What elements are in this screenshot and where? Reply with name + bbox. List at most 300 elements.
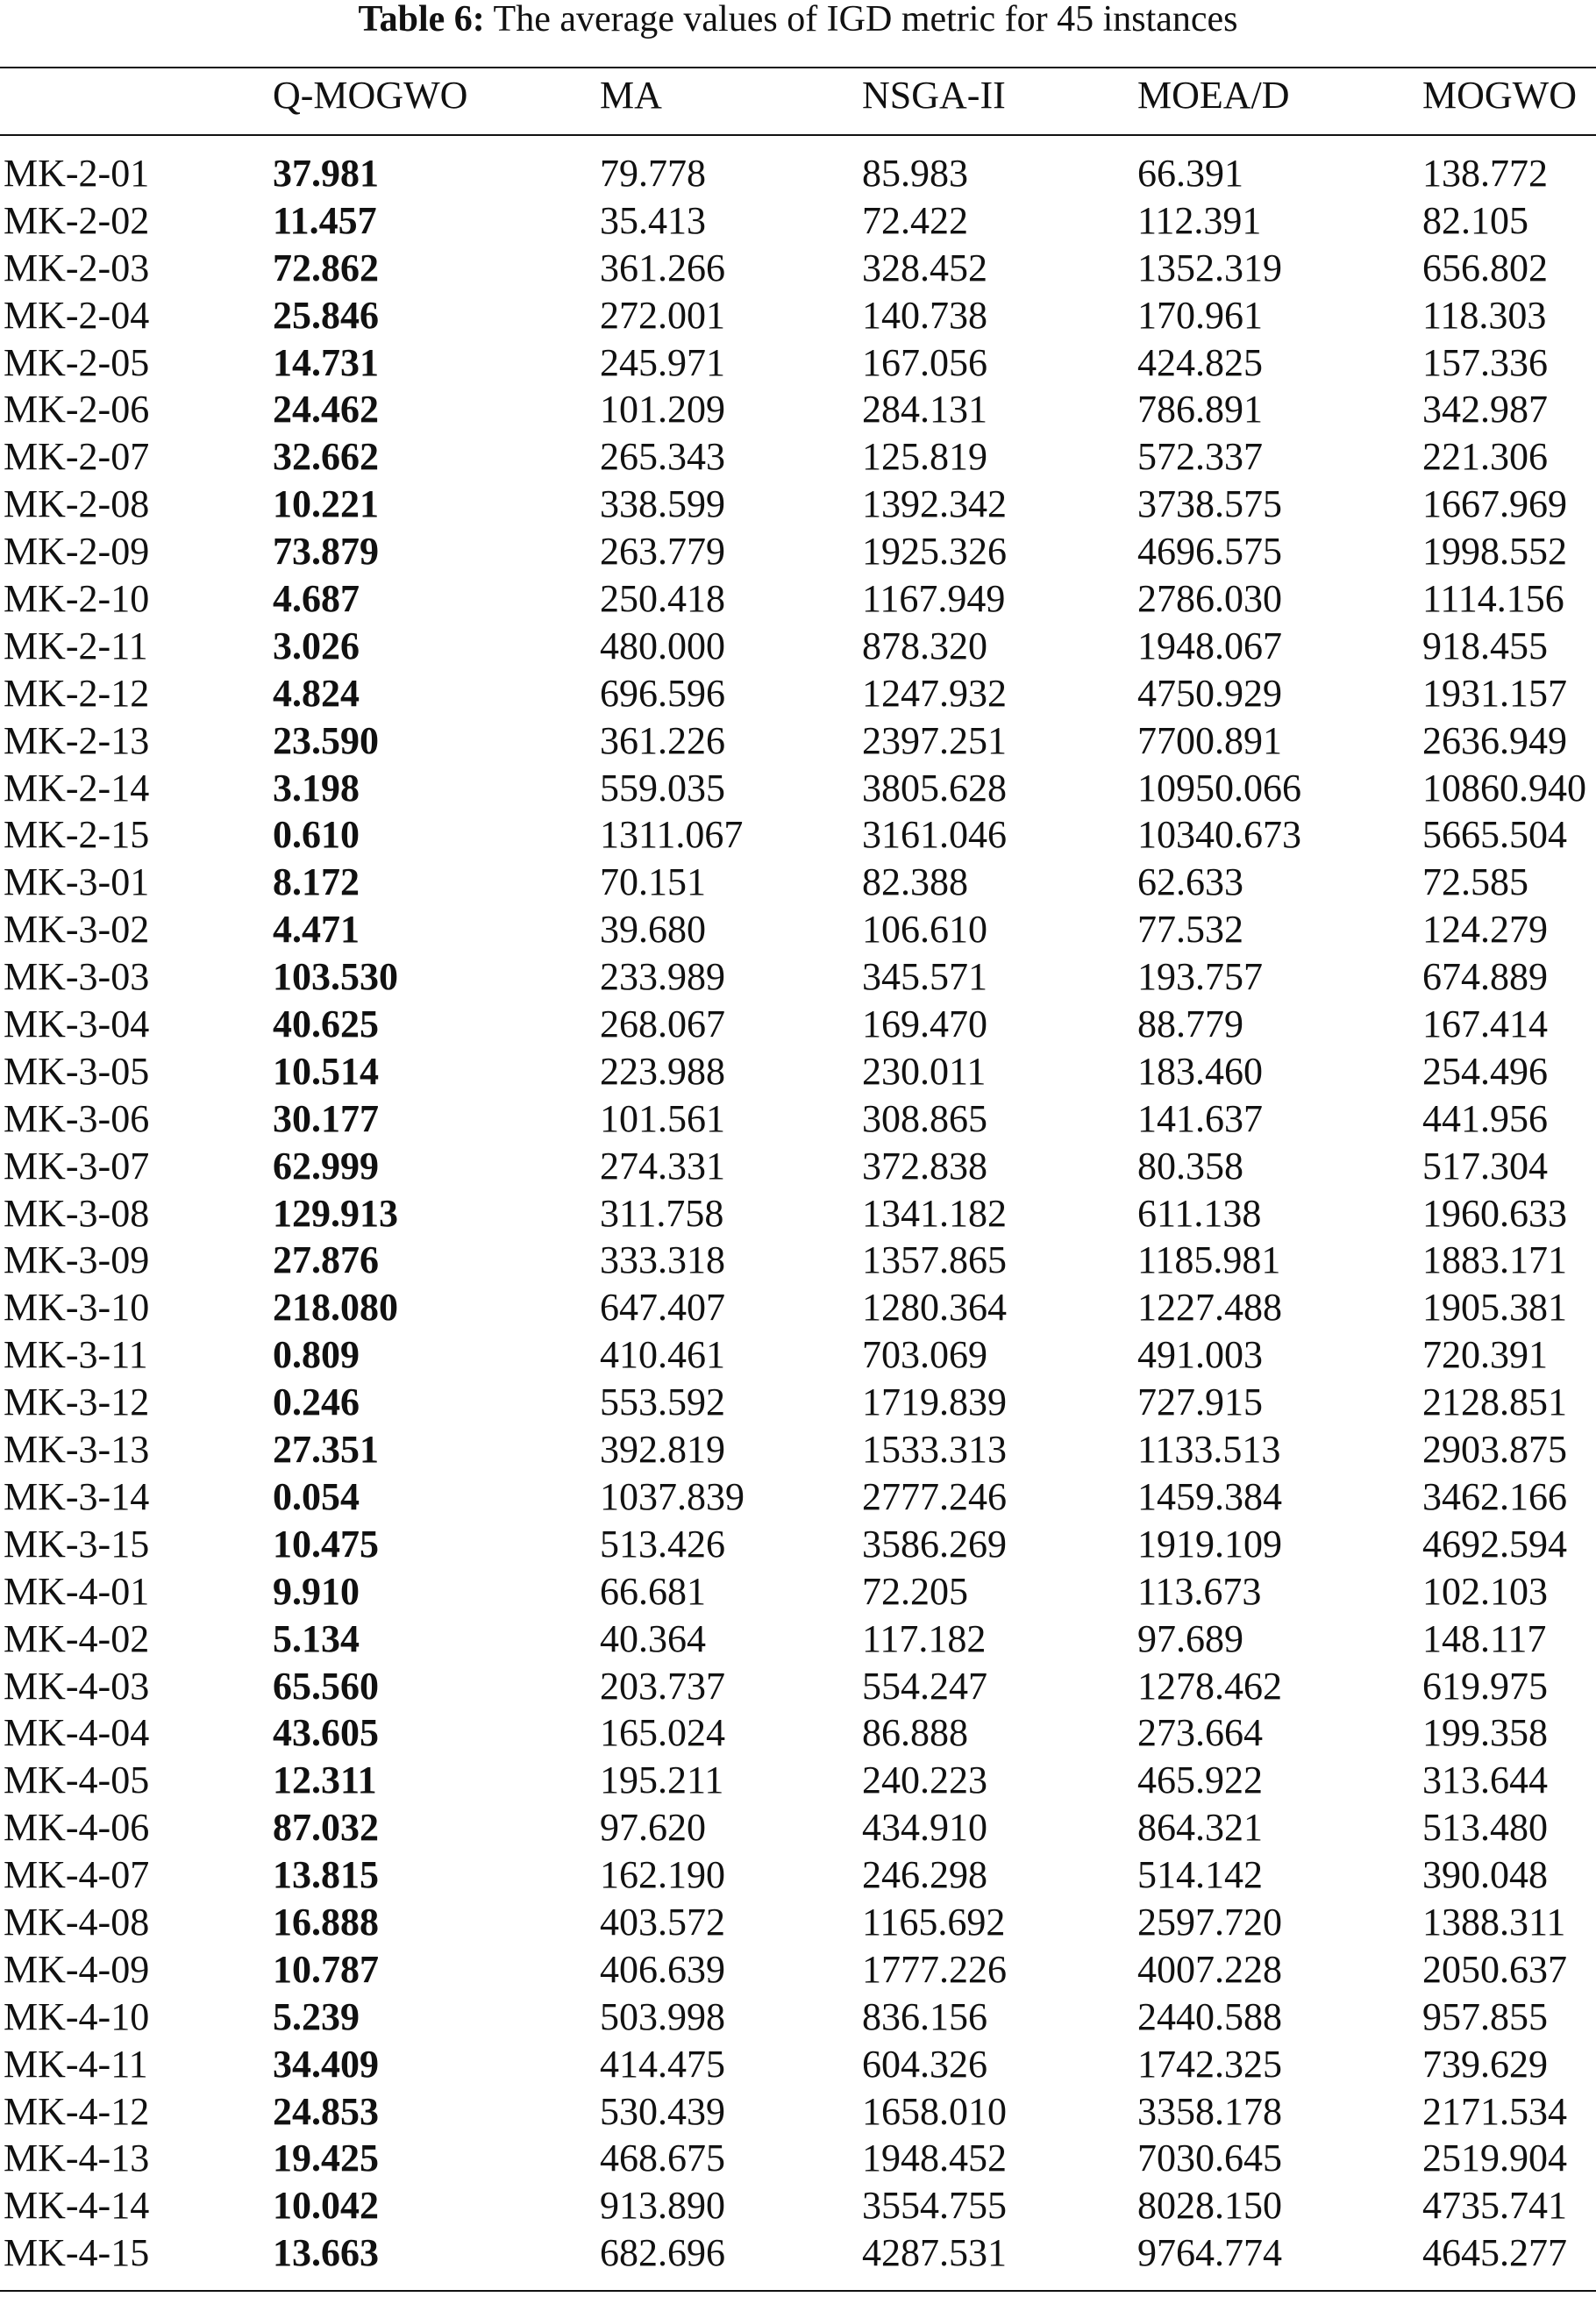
table-row — [0, 433, 1596, 481]
cell-mogwo: 5665.504 — [1422, 813, 1567, 857]
cell-q-mogwo: 10.042 — [273, 2184, 379, 2228]
cell-q-mogwo: 32.662 — [273, 435, 379, 479]
table-row — [0, 245, 1596, 292]
cell-moea-d: 66.391 — [1137, 152, 1243, 195]
cell-mogwo: 2903.875 — [1422, 1428, 1567, 1472]
cell-nsga-ii: 1777.226 — [862, 1947, 1007, 1991]
header-q-mogwo: Q-MOGWO — [273, 74, 468, 117]
cell-instance: MK-4-05 — [4, 1758, 150, 1802]
cell-nsga-ii: 167.056 — [862, 340, 987, 384]
cell-moea-d: 491.003 — [1137, 1333, 1263, 1377]
cell-q-mogwo: 103.530 — [273, 955, 398, 999]
table-row — [0, 1190, 1596, 1238]
cell-ma: 392.819 — [600, 1428, 725, 1472]
cell-nsga-ii: 284.131 — [862, 388, 987, 432]
cell-moea-d: 1278.462 — [1137, 1664, 1282, 1708]
cell-ma: 274.331 — [600, 1144, 725, 1188]
cell-instance: MK-3-08 — [4, 1191, 150, 1235]
cell-instance: MK-4-15 — [4, 2231, 150, 2275]
cell-moea-d: 3358.178 — [1137, 2089, 1282, 2133]
cell-instance: MK-2-03 — [4, 246, 150, 289]
table-row — [0, 1616, 1596, 1663]
table-row — [0, 1473, 1596, 1521]
cell-ma: 66.681 — [600, 1569, 706, 1613]
cell-instance: MK-4-12 — [4, 2089, 150, 2133]
cell-moea-d: 514.142 — [1137, 1853, 1263, 1897]
cell-nsga-ii: 3554.755 — [862, 2184, 1007, 2228]
cell-moea-d: 1227.488 — [1137, 1286, 1282, 1330]
table-row — [0, 2182, 1596, 2229]
cell-q-mogwo: 10.221 — [273, 482, 379, 526]
cell-moea-d: 2440.588 — [1137, 1994, 1282, 2038]
table-row — [0, 292, 1596, 339]
cell-moea-d: 1919.109 — [1137, 1522, 1282, 1566]
table-row — [0, 339, 1596, 387]
table-body — [0, 150, 1596, 2277]
cell-mogwo: 2519.904 — [1422, 2136, 1567, 2180]
cell-instance: MK-4-11 — [4, 2042, 148, 2086]
table-row — [0, 2041, 1596, 2088]
cell-moea-d: 465.922 — [1137, 1758, 1263, 1802]
cell-nsga-ii: 1280.364 — [862, 1286, 1007, 1330]
cell-moea-d: 10950.066 — [1137, 766, 1301, 810]
cell-mogwo: 517.304 — [1422, 1144, 1548, 1188]
cell-instance: MK-3-09 — [4, 1238, 150, 1282]
cell-instance: MK-3-06 — [4, 1096, 150, 1140]
cell-instance: MK-2-07 — [4, 435, 150, 479]
cell-ma: 913.890 — [600, 2184, 725, 2228]
cell-nsga-ii: 328.452 — [862, 246, 987, 289]
cell-nsga-ii: 117.182 — [862, 1616, 987, 1660]
cell-nsga-ii: 604.326 — [862, 2042, 987, 2086]
cell-ma: 480.000 — [600, 624, 725, 667]
cell-nsga-ii: 554.247 — [862, 1664, 987, 1708]
cell-q-mogwo: 65.560 — [273, 1664, 379, 1708]
header-nsga-ii: NSGA-II — [862, 74, 1006, 117]
cell-mogwo: 918.455 — [1422, 624, 1548, 667]
cell-mogwo: 254.496 — [1422, 1049, 1548, 1093]
cell-mogwo: 2128.851 — [1422, 1380, 1567, 1424]
cell-q-mogwo: 40.625 — [273, 1002, 379, 1046]
cell-q-mogwo: 27.351 — [273, 1428, 379, 1472]
cell-moea-d: 1352.319 — [1137, 246, 1282, 289]
table-row — [0, 623, 1596, 670]
cell-instance: MK-4-06 — [4, 1806, 150, 1850]
cell-nsga-ii: 1165.692 — [862, 1900, 1006, 1944]
cell-q-mogwo: 37.981 — [273, 152, 379, 195]
cell-nsga-ii: 1247.932 — [862, 671, 1007, 715]
cell-nsga-ii: 230.011 — [862, 1049, 987, 1093]
table-row — [0, 1946, 1596, 1994]
cell-nsga-ii: 434.910 — [862, 1806, 987, 1850]
cell-instance: MK-4-13 — [4, 2136, 150, 2180]
cell-mogwo: 313.644 — [1422, 1758, 1548, 1802]
cell-instance: MK-4-10 — [4, 1994, 150, 2038]
cell-ma: 410.461 — [600, 1333, 725, 1377]
table-row — [0, 386, 1596, 433]
cell-ma: 195.211 — [600, 1758, 724, 1802]
cell-mogwo: 342.987 — [1422, 388, 1548, 432]
cell-instance: MK-4-03 — [4, 1664, 150, 1708]
cell-q-mogwo: 25.846 — [273, 293, 379, 337]
cell-nsga-ii: 1341.182 — [862, 1191, 1007, 1235]
cell-instance: MK-2-05 — [4, 340, 150, 384]
cell-nsga-ii: 1719.839 — [862, 1380, 1007, 1424]
cell-q-mogwo: 30.177 — [273, 1096, 379, 1140]
cell-nsga-ii: 372.838 — [862, 1144, 987, 1188]
cell-q-mogwo: 43.605 — [273, 1711, 379, 1755]
table-bottom-rule — [0, 2290, 1596, 2292]
cell-moea-d: 113.673 — [1137, 1569, 1262, 1613]
cell-ma: 403.572 — [600, 1900, 725, 1944]
cell-moea-d: 572.337 — [1137, 435, 1263, 479]
cell-q-mogwo: 27.876 — [273, 1238, 379, 1282]
cell-instance: MK-2-12 — [4, 671, 150, 715]
cell-ma: 406.639 — [600, 1947, 725, 1991]
cell-q-mogwo: 4.824 — [273, 671, 360, 715]
cell-mogwo: 720.391 — [1422, 1333, 1548, 1377]
cell-moea-d: 77.532 — [1137, 908, 1243, 952]
cell-instance: MK-2-13 — [4, 718, 150, 762]
cell-ma: 513.426 — [600, 1522, 725, 1566]
cell-mogwo: 4645.277 — [1422, 2231, 1567, 2275]
cell-q-mogwo: 24.462 — [273, 388, 379, 432]
table-row — [0, 1804, 1596, 1851]
table-row — [0, 1663, 1596, 1710]
cell-q-mogwo: 0.809 — [273, 1333, 360, 1377]
cell-moea-d: 786.891 — [1137, 388, 1263, 432]
cell-ma: 268.067 — [600, 1002, 725, 1046]
cell-q-mogwo: 13.663 — [273, 2231, 379, 2275]
cell-ma: 35.413 — [600, 198, 706, 242]
cell-q-mogwo: 23.590 — [273, 718, 379, 762]
cell-ma: 530.439 — [600, 2089, 725, 2133]
table-row — [0, 2088, 1596, 2136]
cell-ma: 338.599 — [600, 482, 725, 526]
cell-nsga-ii: 1533.313 — [862, 1428, 1007, 1472]
cell-nsga-ii: 2397.251 — [862, 718, 1007, 762]
cell-mogwo: 167.414 — [1422, 1002, 1548, 1046]
cell-moea-d: 864.321 — [1137, 1806, 1263, 1850]
cell-moea-d: 611.138 — [1137, 1191, 1262, 1235]
table-row — [0, 1568, 1596, 1616]
cell-mogwo: 148.117 — [1422, 1616, 1547, 1660]
cell-ma: 311.758 — [600, 1191, 724, 1235]
cell-moea-d: 7030.645 — [1137, 2136, 1282, 2180]
table-caption-label: Table 6: — [358, 0, 485, 39]
cell-q-mogwo: 10.514 — [273, 1049, 379, 1093]
cell-ma: 265.343 — [600, 435, 725, 479]
table-row — [0, 1048, 1596, 1095]
cell-ma: 272.001 — [600, 293, 725, 337]
cell-mogwo: 118.303 — [1422, 293, 1547, 337]
table-row — [0, 1521, 1596, 1568]
cell-q-mogwo: 9.910 — [273, 1569, 360, 1613]
cell-ma: 101.209 — [600, 388, 725, 432]
cell-moea-d: 88.779 — [1137, 1002, 1243, 1046]
cell-mogwo: 4692.594 — [1422, 1522, 1567, 1566]
cell-moea-d: 80.358 — [1137, 1144, 1243, 1188]
cell-ma: 162.190 — [600, 1853, 725, 1897]
cell-moea-d: 193.757 — [1137, 955, 1263, 999]
cell-nsga-ii: 125.819 — [862, 435, 987, 479]
cell-instance: MK-3-05 — [4, 1049, 150, 1093]
table-row — [0, 953, 1596, 1001]
cell-nsga-ii: 72.205 — [862, 1569, 968, 1613]
cell-moea-d: 1133.513 — [1137, 1428, 1281, 1472]
cell-moea-d: 183.460 — [1137, 1049, 1263, 1093]
cell-mogwo: 1931.157 — [1422, 671, 1567, 715]
cell-nsga-ii: 240.223 — [862, 1758, 987, 1802]
cell-q-mogwo: 0.246 — [273, 1380, 360, 1424]
cell-ma: 361.266 — [600, 246, 725, 289]
cell-q-mogwo: 10.787 — [273, 1947, 379, 1991]
table-row — [0, 528, 1596, 575]
cell-mogwo: 739.629 — [1422, 2042, 1548, 2086]
cell-nsga-ii: 3586.269 — [862, 1522, 1007, 1566]
cell-ma: 245.971 — [600, 340, 725, 384]
cell-ma: 79.778 — [600, 152, 706, 195]
cell-instance: MK-3-12 — [4, 1380, 150, 1424]
table-row — [0, 1757, 1596, 1804]
table-row — [0, 1284, 1596, 1331]
cell-mogwo: 2636.949 — [1422, 718, 1567, 762]
cell-nsga-ii: 1948.452 — [862, 2136, 1007, 2180]
cell-mogwo: 2171.534 — [1422, 2089, 1567, 2133]
cell-instance: MK-2-09 — [4, 530, 150, 574]
cell-q-mogwo: 129.913 — [273, 1191, 398, 1235]
cell-instance: MK-4-09 — [4, 1947, 150, 1991]
cell-ma: 1311.067 — [600, 813, 744, 857]
cell-mogwo: 674.889 — [1422, 955, 1548, 999]
cell-mogwo: 221.306 — [1422, 435, 1548, 479]
cell-moea-d: 3738.575 — [1137, 482, 1282, 526]
cell-ma: 263.779 — [600, 530, 725, 574]
cell-mogwo: 390.048 — [1422, 1853, 1548, 1897]
cell-instance: MK-2-06 — [4, 388, 150, 432]
cell-moea-d: 4007.228 — [1137, 1947, 1282, 1991]
cell-q-mogwo: 87.032 — [273, 1806, 379, 1850]
table-row — [0, 811, 1596, 859]
cell-mogwo: 1388.311 — [1422, 1900, 1566, 1944]
cell-ma: 553.592 — [600, 1380, 725, 1424]
table-row — [0, 1237, 1596, 1284]
table-row — [0, 1709, 1596, 1757]
cell-moea-d: 4696.575 — [1137, 530, 1282, 574]
cell-moea-d: 62.633 — [1137, 860, 1243, 904]
cell-moea-d: 2597.720 — [1137, 1900, 1282, 1944]
table-row — [0, 1851, 1596, 1899]
table-caption — [0, 0, 1596, 39]
table-row — [0, 2229, 1596, 2277]
cell-instance: MK-3-11 — [4, 1333, 148, 1377]
cell-moea-d: 424.825 — [1137, 340, 1263, 384]
cell-ma: 682.696 — [600, 2231, 725, 2275]
cell-nsga-ii: 1925.326 — [862, 530, 1007, 574]
cell-q-mogwo: 4.471 — [273, 908, 360, 952]
cell-q-mogwo: 218.080 — [273, 1286, 398, 1330]
cell-moea-d: 7700.891 — [1137, 718, 1282, 762]
cell-moea-d: 1948.067 — [1137, 624, 1282, 667]
cell-instance: MK-3-07 — [4, 1144, 150, 1188]
cell-ma: 250.418 — [600, 577, 725, 621]
cell-q-mogwo: 10.475 — [273, 1522, 379, 1566]
cell-moea-d: 141.637 — [1137, 1096, 1263, 1140]
cell-instance: MK-2-04 — [4, 293, 150, 337]
cell-instance: MK-3-14 — [4, 1474, 150, 1518]
table-row — [0, 717, 1596, 765]
cell-ma: 361.226 — [600, 718, 725, 762]
cell-ma: 1037.839 — [600, 1474, 745, 1518]
cell-q-mogwo: 19.425 — [273, 2136, 379, 2180]
cell-instance: MK-3-10 — [4, 1286, 150, 1330]
table-row — [0, 765, 1596, 812]
cell-nsga-ii: 4287.531 — [862, 2231, 1007, 2275]
cell-mogwo: 619.975 — [1422, 1664, 1548, 1708]
cell-instance: MK-2-14 — [4, 766, 150, 810]
cell-mogwo: 1114.156 — [1422, 577, 1564, 621]
cell-instance: MK-4-07 — [4, 1853, 150, 1897]
table-row — [0, 575, 1596, 623]
cell-instance: MK-2-10 — [4, 577, 150, 621]
cell-moea-d: 170.961 — [1137, 293, 1263, 337]
cell-q-mogwo: 12.311 — [273, 1758, 377, 1802]
cell-ma: 414.475 — [600, 2042, 725, 2086]
cell-instance: MK-2-02 — [4, 198, 150, 242]
cell-mogwo: 513.480 — [1422, 1806, 1548, 1850]
cell-instance: MK-3-13 — [4, 1428, 150, 1472]
table-row — [0, 1426, 1596, 1473]
cell-nsga-ii: 1392.342 — [862, 482, 1007, 526]
cell-nsga-ii: 345.571 — [862, 955, 987, 999]
header-moea-d: MOEA/D — [1137, 74, 1290, 117]
cell-mogwo: 124.279 — [1422, 908, 1548, 952]
table-row — [0, 150, 1596, 197]
cell-mogwo: 2050.637 — [1422, 1947, 1567, 1991]
cell-mogwo: 102.103 — [1422, 1569, 1548, 1613]
cell-ma: 223.988 — [600, 1049, 725, 1093]
cell-mogwo: 138.772 — [1422, 152, 1548, 195]
cell-nsga-ii: 308.865 — [862, 1096, 987, 1140]
table-row — [0, 2135, 1596, 2182]
cell-mogwo: 1960.633 — [1422, 1191, 1567, 1235]
cell-instance: MK-4-01 — [4, 1569, 150, 1613]
cell-instance: MK-3-01 — [4, 860, 150, 904]
table-row — [0, 1379, 1596, 1426]
cell-nsga-ii: 72.422 — [862, 198, 968, 242]
cell-q-mogwo: 0.610 — [273, 813, 360, 857]
table-row — [0, 1095, 1596, 1143]
cell-q-mogwo: 4.687 — [273, 577, 360, 621]
table-row — [0, 1331, 1596, 1379]
cell-mogwo: 1883.171 — [1422, 1238, 1567, 1282]
cell-ma: 696.596 — [600, 671, 725, 715]
cell-nsga-ii: 3805.628 — [862, 766, 1007, 810]
cell-moea-d: 2786.030 — [1137, 577, 1282, 621]
cell-mogwo: 157.336 — [1422, 340, 1548, 384]
cell-mogwo: 72.585 — [1422, 860, 1528, 904]
cell-ma: 233.989 — [600, 955, 725, 999]
table-header-row — [0, 70, 1596, 123]
cell-ma: 559.035 — [600, 766, 725, 810]
cell-mogwo: 3462.166 — [1422, 1474, 1567, 1518]
cell-moea-d: 9764.774 — [1137, 2231, 1282, 2275]
cell-moea-d: 1459.384 — [1137, 1474, 1282, 1518]
cell-q-mogwo: 24.853 — [273, 2089, 379, 2133]
table-row — [0, 859, 1596, 906]
cell-moea-d: 8028.150 — [1137, 2184, 1282, 2228]
cell-q-mogwo: 0.054 — [273, 1474, 360, 1518]
cell-nsga-ii: 878.320 — [862, 624, 987, 667]
cell-q-mogwo: 11.457 — [273, 198, 377, 242]
cell-moea-d: 1742.325 — [1137, 2042, 1282, 2086]
cell-q-mogwo: 34.409 — [273, 2042, 379, 2086]
cell-mogwo: 10860.940 — [1422, 766, 1586, 810]
table-row — [0, 197, 1596, 245]
cell-instance: MK-4-02 — [4, 1616, 150, 1660]
cell-instance: MK-2-11 — [4, 624, 148, 667]
cell-moea-d: 1185.981 — [1137, 1238, 1281, 1282]
cell-instance: MK-4-04 — [4, 1711, 150, 1755]
cell-instance: MK-4-14 — [4, 2184, 150, 2228]
cell-ma: 165.024 — [600, 1711, 725, 1755]
header-mogwo: MOGWO — [1422, 74, 1577, 117]
table-header-rule — [0, 134, 1596, 136]
cell-mogwo: 957.855 — [1422, 1994, 1548, 2038]
cell-moea-d: 4750.929 — [1137, 671, 1282, 715]
cell-q-mogwo: 13.815 — [273, 1853, 379, 1897]
cell-nsga-ii: 1167.949 — [862, 577, 1006, 621]
cell-ma: 101.561 — [600, 1096, 725, 1140]
cell-nsga-ii: 85.983 — [862, 152, 968, 195]
cell-instance: MK-3-15 — [4, 1522, 150, 1566]
cell-instance: MK-2-15 — [4, 813, 150, 857]
cell-ma: 97.620 — [600, 1806, 706, 1850]
cell-ma: 503.998 — [600, 1994, 725, 2038]
cell-q-mogwo: 3.026 — [273, 624, 360, 667]
table-row — [0, 1899, 1596, 1946]
cell-q-mogwo: 5.239 — [273, 1994, 360, 2038]
cell-ma: 647.407 — [600, 1286, 725, 1330]
cell-nsga-ii: 1357.865 — [862, 1238, 1007, 1282]
cell-instance: MK-2-01 — [4, 152, 150, 195]
cell-moea-d: 273.664 — [1137, 1711, 1263, 1755]
cell-q-mogwo: 16.888 — [273, 1900, 379, 1944]
cell-nsga-ii: 82.388 — [862, 860, 968, 904]
table-top-rule — [0, 67, 1596, 68]
table-row — [0, 1994, 1596, 2041]
cell-q-mogwo: 62.999 — [273, 1144, 379, 1188]
cell-q-mogwo: 14.731 — [273, 340, 379, 384]
cell-nsga-ii: 836.156 — [862, 1994, 987, 2038]
cell-nsga-ii: 3161.046 — [862, 813, 1007, 857]
cell-nsga-ii: 246.298 — [862, 1853, 987, 1897]
cell-moea-d: 112.391 — [1137, 198, 1262, 242]
cell-ma: 468.675 — [600, 2136, 725, 2180]
cell-instance: MK-3-02 — [4, 908, 150, 952]
cell-ma: 203.737 — [600, 1664, 725, 1708]
cell-q-mogwo: 73.879 — [273, 530, 379, 574]
cell-nsga-ii: 140.738 — [862, 293, 987, 337]
cell-mogwo: 199.358 — [1422, 1711, 1548, 1755]
cell-q-mogwo: 3.198 — [273, 766, 360, 810]
cell-ma: 333.318 — [600, 1238, 725, 1282]
cell-mogwo: 1905.381 — [1422, 1286, 1567, 1330]
cell-nsga-ii: 106.610 — [862, 908, 987, 952]
table-row — [0, 1001, 1596, 1048]
cell-q-mogwo: 8.172 — [273, 860, 360, 904]
cell-instance: MK-4-08 — [4, 1900, 150, 1944]
